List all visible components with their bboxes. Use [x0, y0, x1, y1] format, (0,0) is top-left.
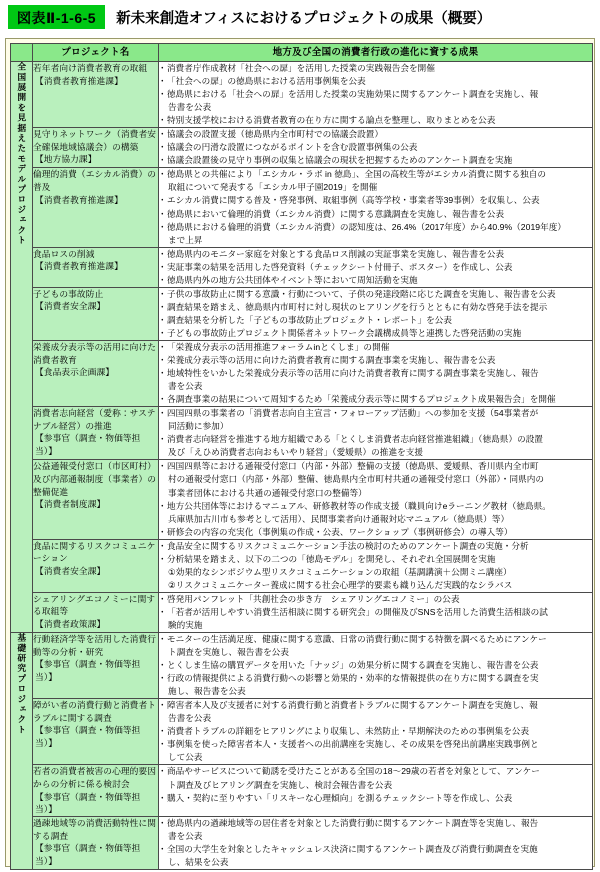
project-results-table: [10, 43, 593, 870]
result-item: ・ 消費者志向経営を推進する地方組織である「とくしま消費者志向経営推進組織」（徳島県）の設置: [159, 433, 592, 446]
result-item: ・ エシカル消費に関する普及・啓発事例、取組事例（高等学校・事業者等39事例）を収集し、公表: [159, 194, 592, 207]
results-list: [159, 288, 592, 340]
group-label-vertical-text: 基礎研究プロジェクト: [16, 633, 27, 736]
result-item: ・ 協議会設置後の見守り事例の収集と協議会の現状を把握するためのアンケート調査を実施: [159, 154, 592, 167]
project-name-cell: [33, 699, 159, 765]
result-item-continuation: 取組について発表する「エシカル甲子園2019」を開催: [168, 182, 378, 193]
result-item: ・ 四国四県等における通報受付窓口（内部・外部）整備の支援（徳島県、愛媛県、香川県内全市町: [159, 460, 592, 473]
project-name-cell: [33, 633, 159, 699]
table-row: [11, 168, 593, 247]
project-name-text: 栄養成分表示等の活用に向けた消費者教育: [33, 341, 157, 365]
result-item: ・ 事例集を使った障害者本人・支援者への出前講座を実施し、その成果を啓発出前講座実践事例と: [159, 738, 592, 751]
results-cell: [159, 633, 593, 699]
results-cell: [159, 247, 593, 287]
project-name-cell: [33, 62, 159, 128]
result-item: ・ 徳島県内のモニター家庭を対象とする食品ロス削減の実証事業を実施し、報告書を公表: [159, 248, 592, 261]
results-list: [159, 540, 592, 592]
table-row: [11, 633, 593, 699]
results-cell: [159, 460, 593, 539]
project-department-text: 【消費者教育推進課】: [35, 261, 123, 272]
group-label-cell: [11, 633, 33, 870]
table-row: [11, 407, 593, 460]
result-item: ・ 障害者本人及び支援者に対する消費行動と消費者トラブルに関するアンケート調査を実施し、報: [159, 699, 592, 712]
result-item: ・ 協議会の円滑な設置につながるポイントを含む設置事例集の公表: [159, 141, 592, 154]
project-name-text: 過疎地域等の消費活動特性に関する調査: [33, 817, 157, 841]
project-name-cell: [33, 168, 159, 247]
project-name-text: 倫理的消費（エシカル消費）の普及: [33, 169, 157, 192]
table-row: [11, 128, 593, 168]
project-department-text: 【消費者教育推進課】: [35, 194, 123, 205]
result-item: ・ 消費者トラブルの詳細をヒアリングにより収集し、未然防止・早期解決のための事例集を公表: [159, 725, 592, 738]
result-item-continuation: して公表: [168, 752, 203, 763]
table-row: [11, 287, 593, 340]
document-page: [0, 5, 600, 872]
project-name-text: 公益通報受付窓口（市区町村）及び内部通報制度（事業者）の整備促進: [33, 461, 157, 497]
result-item: ・ 分析結果を踏まえ、以下の二つの「徳島モデル」を開発し、それぞれ全国展開を実施: [159, 553, 592, 566]
project-department-text: 【参事官（調査・物価等担当）】: [35, 843, 141, 866]
results-list: [159, 62, 592, 127]
result-item-continuation: 及び「えひめ消費者志向おもいやり経営」（愛媛県）の推進を支援: [168, 447, 424, 458]
project-name-cell: [33, 287, 159, 340]
figure-title: 新未来創造オフィスにおけるプロジェクトの成果（概要）: [116, 10, 492, 27]
results-list: [159, 460, 592, 538]
header-project-name: プロジェクト名: [33, 44, 159, 62]
project-name-text: 消費者志向経営（愛称：サステナブル経営）の推進: [33, 408, 156, 431]
results-cell: [159, 287, 593, 340]
result-item: ・ 行政の情報提供による消費行動への影響と効果的・効率的な情報提供の在り方に関する調査を実: [159, 672, 592, 685]
result-item: ・ 子供の事故防止に関する意識・行動について、子供の発達段階に応じた調査を実施し、報告書を公表: [159, 288, 592, 301]
table-row: [11, 460, 593, 539]
table-row: [11, 816, 593, 869]
table-row: [11, 592, 593, 632]
project-name-cell: [33, 539, 159, 592]
table-row: [11, 539, 593, 592]
results-cell: [159, 168, 593, 247]
project-department-text: 【消費者安全課】: [35, 301, 106, 312]
project-department-text: 【消費者教育推進課】: [35, 75, 123, 86]
table-header-row: [11, 44, 593, 62]
project-department-text: 【参事官（調査・物価等担当）】: [35, 659, 141, 682]
group-label-cell: [11, 62, 33, 633]
result-item: ・ 消費者庁作成教材「社会への扉」を活用した授業の実践報告会を開催: [159, 62, 592, 75]
result-item-continuation: ①効果的なシンポジウム型リスクコミュニケーションの取組（基調講演＋公開ミニ講座）: [168, 566, 512, 577]
project-name-cell: [33, 340, 159, 406]
result-item-continuation: 書を公表: [168, 830, 203, 841]
results-list: [159, 817, 592, 869]
project-name-text: 子どもの事故防止: [33, 288, 104, 299]
results-list: [159, 248, 592, 287]
results-cell: [159, 62, 593, 128]
figure-title-bar: [8, 5, 600, 29]
results-list: [159, 407, 592, 459]
table-row: [11, 765, 593, 816]
results-cell: [159, 128, 593, 168]
group-label-vertical-text: 全国展開を見据えたモデルプロジェクト: [16, 62, 27, 246]
table-row: [11, 699, 593, 765]
result-item-continuation: ト調査及びヒアリング調査を実施し、検討会報告書を公表: [168, 779, 393, 790]
project-name-text: 食品ロスの削減: [33, 248, 95, 259]
result-item: ・ 啓発用パンフレット「共創社会の歩き方 シェアリングエコノミー」の公表: [159, 593, 592, 606]
result-item-continuation: 同活動に参加）: [168, 421, 229, 432]
table-row: [11, 340, 593, 406]
header-results: 地方及び全国の消費者行政の進化に資する成果: [159, 44, 593, 62]
project-name-text: 若者の消費者被害の心理的要因からの分析に係る検討会: [33, 766, 157, 790]
result-item: ・ 全国の大学生を対象としたキャッシュレス決済に関するアンケート調査及び消費行動調査を実施: [159, 843, 592, 856]
result-item: ・ 徳島県において倫理的消費（エシカル消費）に関する意識調査を実施し、報告書を公表: [159, 208, 592, 221]
results-cell: [159, 340, 593, 406]
result-item: ・ 調査結果を分析した「子どもの事故防止プロジェクト・レポート」を公表: [159, 314, 592, 327]
result-item-continuation: 験的実施: [168, 619, 203, 630]
result-item-continuation: ト調査を実施し、報告書を公表: [168, 647, 290, 658]
results-cell: [159, 699, 593, 765]
results-list: [159, 699, 592, 764]
result-item: ・ 調査結果を踏まえ、徳島県内市町村に対し現状のヒアリングを行うとともに有効な啓発手法を提示: [159, 301, 592, 314]
result-item: ・ 徳島県との共催により「エシカル・ラボ in 徳島」、全国の高校生等がエシカル消費に関する独自の: [159, 168, 592, 181]
project-name-cell: [33, 592, 159, 632]
result-item-continuation: 施し、報告書を公表: [168, 686, 246, 697]
result-item-continuation: 書を公表: [168, 381, 203, 392]
result-item-continuation: し、結果を公表: [168, 857, 229, 868]
project-name-text: 食品に関するリスクコミュニケーション: [33, 540, 156, 564]
results-list: [159, 168, 592, 246]
result-item: ・ 地方公共団体等におけるマニュアル、研修教材等の作成支援（職員向けeラーニング教材（徳島県。: [159, 500, 592, 513]
project-name-text: 障がい者の消費行動と消費者トラブルに関する調査: [33, 700, 157, 723]
results-list: [159, 633, 592, 698]
result-item: ・ 「若者が活用しやすい消費生活相談に関する研究会」の開催及びSNSを活用した消費生活相談の試: [159, 606, 592, 619]
results-cell: [159, 539, 593, 592]
project-name-cell: [33, 128, 159, 168]
result-item-continuation: 兵庫県加古川市も参考として活用）、民間事業者向け通報対応マニュアル（徳島県）等）: [168, 513, 510, 524]
result-item: ・ 「栄養成分表示の活用推進フォーラムinとくしま」の開催: [159, 341, 592, 354]
table-row: [11, 62, 593, 128]
result-item: ・ 食品安全に関するリスクコミュニケーション手法の検討のためのアンケート調査の実施・分析: [159, 540, 592, 553]
result-item-continuation: 事業者団体における共通の通報受付窓口の整備等）: [168, 487, 367, 498]
results-list: [159, 593, 592, 632]
result-item: ・ 「社会への扉」の徳島県における活用事例集を公表: [159, 75, 592, 88]
project-department-text: 【参事官（調査・物価等担当）】: [35, 725, 141, 749]
result-item: ・ 子どもの事故防止プロジェクト関係者ネットワーク会議構成員等と連携した啓発活動の実施: [159, 327, 592, 340]
result-item: ・ 実証事業の結果を活用した啓発資料（チェックシート付冊子、ポスター）を作成し、公表: [159, 261, 592, 274]
project-department-text: 【消費者政策課】: [35, 619, 106, 630]
result-item-continuation: ②リスクコミュニケーター養成に関する社会心理学的要素も織り込んだ実践的なシラバス: [168, 579, 513, 590]
project-name-cell: [33, 247, 159, 287]
result-item-continuation: 村の通報受付窓口（内部・外部）整備、徳島県内全市町村共通の通報受付窓口（外部）・同県内の: [168, 474, 545, 485]
result-item-continuation: 告書を公表: [168, 713, 212, 724]
result-item: ・ とくしま生協の購買データを用いた「ナッジ」の効果分析に関する調査を実施し、報告書を公表: [159, 659, 592, 672]
result-item: ・ モニターの生活満足度、健康に関する意識、日常の消費行動に関する特徴を調べるためにアンケー: [159, 633, 592, 646]
results-list: [159, 128, 592, 167]
project-name-cell: [33, 816, 159, 869]
result-item: ・ 四国四県の事業者の「消費者志向自主宣言・フォローアップ活動」への参加を支援（54事業者が: [159, 407, 592, 420]
result-item-continuation: 告書を公表: [168, 102, 212, 113]
results-cell: [159, 592, 593, 632]
project-department-text: 【参事官（調査・物価等担当）】: [35, 433, 141, 457]
header-group-blank: [11, 44, 33, 62]
result-item: ・ 徳島県における倫理的消費（エシカル消費）の認知度は、26.4%（2017年度）から40.9%（2019年度）: [159, 221, 592, 234]
project-name-cell: [33, 765, 159, 816]
results-list: [159, 765, 592, 804]
result-item: ・ 各調査事業の結果について周知するため「栄養成分表示等に関するプロジェクト成果報告会」を開催: [159, 393, 592, 406]
project-name-text: 見守りネットワーク（消費者安全確保地域協議会）の構築: [33, 129, 157, 152]
results-list: [159, 341, 592, 406]
results-cell: [159, 765, 593, 816]
results-cell: [159, 816, 593, 869]
figure-frame: [5, 38, 595, 867]
result-item: ・ 研修会の内容の充実化（事例集の作成・公表、ワークショップ（事例研修会）の導入等）: [159, 526, 592, 539]
project-department-text: 【消費者安全課】: [35, 565, 106, 576]
result-item-continuation: まで上昇: [168, 234, 203, 245]
figure-number: 図表Ⅱ-1-6-5: [8, 5, 105, 29]
project-department-text: 【地方協力課】: [35, 154, 97, 165]
result-item: ・ 購入・契約に至りやすい「リスキーな心理傾向」を測るチェックシート等を作成し、公表: [159, 792, 592, 805]
result-item: ・ 徳島県内外の地方公共団体やイベント等において周知活動を実施: [159, 274, 592, 287]
results-cell: [159, 407, 593, 460]
project-department-text: 【参事官（調査・物価等担当）】: [35, 791, 141, 815]
project-name-text: シェアリングエコノミーに関する取組等: [33, 593, 156, 617]
project-name-text: 若年者向け消費者教育の取組: [33, 63, 148, 73]
project-name-cell: [33, 460, 159, 539]
project-department-text: 【消費者制度課】: [35, 499, 106, 510]
result-item: ・ 徳島県内の過疎地域等の居住者を対象とした消費行動に関するアンケート調査等を実施し、報告: [159, 817, 592, 830]
table-row: [11, 247, 593, 287]
result-item: ・ 特別支援学校における消費者教育の在り方に関する論点を整理し、取りまとめを公表: [159, 114, 592, 127]
result-item: ・ 徳島県における「社会への扉」を活用した授業の実施効果に関するアンケート調査を実施し、報: [159, 88, 592, 101]
result-item: ・ 協議会の設置支援（徳島県内全市町村での協議会設置）: [159, 128, 592, 141]
result-item: ・ 地域特性をいかした栄養成分表示等の活用に向けた消費者教育に関する調査事業を実施し、報告: [159, 367, 592, 380]
project-name-cell: [33, 407, 159, 460]
result-item: ・ 栄養成分表示等の活用に向けた消費者教育に関する調査事業を実施し、報告書を公表: [159, 354, 592, 367]
project-department-text: 【食品表示企画課】: [35, 367, 115, 378]
project-name-text: 行動経済学等を活用した消費行動等の分析・研究: [33, 634, 157, 657]
result-item: ・ 商品やサービスについて勧誘を受けたことがある全国の18～29歳の若者を対象として、アンケー: [159, 765, 592, 778]
